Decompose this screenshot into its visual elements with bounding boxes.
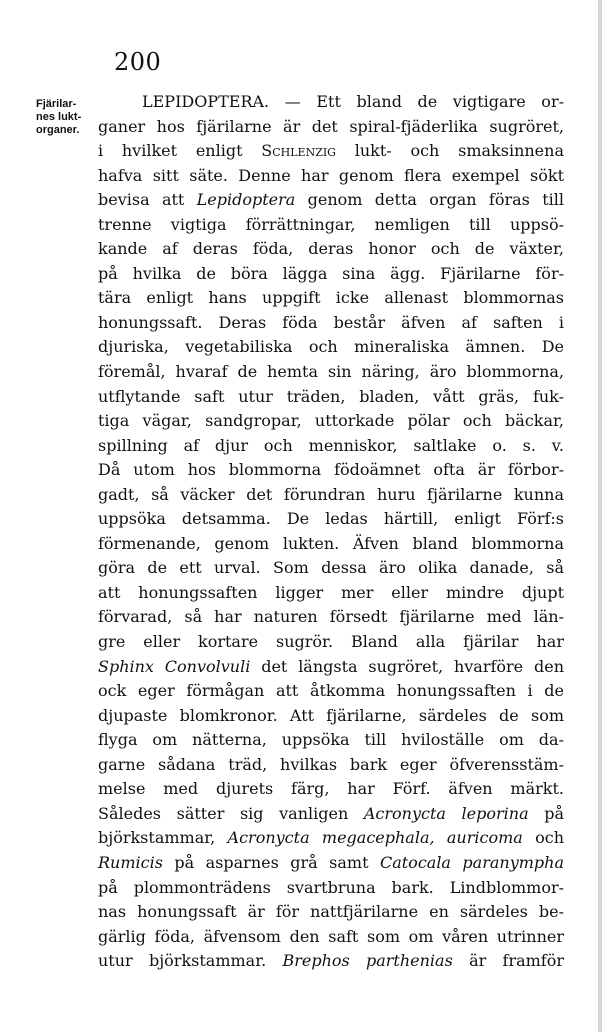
text-line	[98, 507, 564, 532]
small-caps-text: Schlenzig	[261, 141, 336, 161]
text-span: ock eger förmågan att åtkomma honungssaften i de	[98, 681, 564, 701]
text-span: flyga om nätterna, uppsöka till hviloställe om da-	[98, 730, 564, 750]
text-span: gadt, så väcker det förundran huru fjärilarne kunna	[98, 484, 564, 504]
text-line	[98, 262, 564, 287]
text-line	[98, 802, 564, 827]
text-span: föremål, hvaraf de hemta sin näring, äro blommorna,	[98, 362, 564, 382]
text-span: det längsta sugröret, hvarföre den	[250, 656, 565, 676]
text-line	[98, 311, 564, 336]
text-span: uppsöka detsamma. De ledas härtill, enligt Förf:s	[98, 509, 564, 529]
text-span: LEPIDOPTERA. — Ett bland de vigtigare or-	[142, 92, 564, 111]
text-line	[98, 532, 564, 557]
text-span: Då utom hos blommorna födoämnet ofta är förbor-	[98, 460, 564, 480]
text-span: hafva sitt säte. Denne har genom flera exempel sökt	[98, 165, 564, 185]
italic-text: Lepidoptera	[196, 190, 296, 210]
text-span: utur björkstammar.	[98, 951, 283, 971]
text-span: kande af deras föda, deras honor och de växter,	[98, 239, 564, 259]
text-span: och	[522, 828, 564, 848]
italic-text: Catocala paranympha	[379, 852, 564, 872]
text-span: nas honungssaft är för nattfjärilarne en särdeles be-	[98, 902, 564, 922]
text-span: i hvilket enligt	[98, 141, 262, 161]
text-line	[98, 458, 564, 483]
text-span: trenne vigtiga förrättningar, nemligen till uppsö-	[98, 214, 564, 234]
italic-text: Sphinx Convolvuli	[98, 656, 251, 676]
text-line	[98, 360, 564, 385]
text-span: honungssaft. Deras föda består äfven af saften i	[98, 312, 564, 332]
text-line	[98, 139, 564, 164]
text-span: göra de ett urval. Som dessa äro olika danade, så	[98, 558, 564, 578]
text-line	[98, 777, 564, 802]
page-edge	[598, 0, 602, 1032]
page-number: 200	[114, 48, 162, 76]
body-text	[98, 90, 564, 974]
text-span: förmenande, genom lukten. Äfven bland blommorna	[98, 533, 564, 553]
text-span: spillning af djur och menniskor, saltlake o. s. v.	[98, 435, 564, 455]
text-line	[98, 213, 564, 238]
text-span: på plommonträdens svartbruna bark. Lindblommor-	[98, 877, 564, 897]
text-line	[98, 605, 564, 630]
text-span: att honungssaften ligger mer eller mindre djupt	[98, 582, 564, 602]
margin-note-line: organer.	[36, 124, 80, 136]
text-line	[98, 409, 564, 434]
text-span: utflytande saft utur träden, bladen, vått gräs, fuk-	[98, 386, 564, 406]
margin-note	[36, 98, 96, 137]
text-span: melse med djurets färg, har Förf. äfven märkt.	[98, 779, 564, 799]
text-span: genom detta organ föras till	[295, 190, 564, 210]
text-span: gärlig föda, äfvensom den saft som om våren utrinner	[98, 926, 564, 946]
text-line	[98, 434, 564, 459]
text-line	[98, 286, 564, 311]
text-span: tära enligt hans uppgift icke allenast blommornas	[98, 288, 564, 308]
text-span: djupaste blomkronor. Att fjärilarne, särdeles de som	[98, 705, 564, 725]
text-line	[98, 900, 564, 925]
text-span: Således sätter sig vanligen	[98, 803, 364, 823]
text-line	[98, 630, 564, 655]
text-span: på asparnes grå samt	[162, 852, 380, 872]
text-line	[98, 826, 564, 851]
text-span: garne sådana träd, hvilkas bark eger öfverensstäm-	[98, 754, 564, 774]
italic-text: Rumicis	[98, 852, 163, 872]
text-line	[98, 237, 564, 262]
text-span: på hvilka de böra lägga sina ägg. Fjärilarne för-	[98, 263, 564, 283]
text-line	[98, 483, 564, 508]
text-line	[98, 556, 564, 581]
text-span: på	[528, 803, 564, 823]
text-line	[98, 188, 564, 213]
text-line	[98, 704, 564, 729]
text-line	[98, 876, 564, 901]
text-line	[98, 679, 564, 704]
text-line	[98, 851, 564, 876]
text-span: djuriska, vegetabiliska och mineraliska ämnen. De	[98, 337, 564, 357]
text-span: är framför	[452, 951, 565, 971]
text-line	[98, 925, 564, 950]
italic-text: Brephos parthenias	[282, 951, 453, 971]
text-line	[98, 90, 564, 115]
text-span: björkstammar,	[98, 828, 228, 848]
text-line	[98, 164, 564, 189]
margin-note-line: nes lukt-	[36, 111, 82, 123]
text-span: ganer hos fjärilarne är det spiral-fjäderlika sugröret,	[98, 116, 564, 136]
text-span: bevisa att	[98, 190, 197, 210]
text-line	[98, 753, 564, 778]
italic-text: Acronycta megacephala, auricoma	[227, 828, 523, 848]
text-span: lukt- och smaksinnena	[335, 141, 564, 161]
text-line	[98, 385, 564, 410]
text-line	[98, 115, 564, 140]
text-line	[98, 335, 564, 360]
text-line	[98, 728, 564, 753]
text-span: förvarad, så har naturen försedt fjärilarne med län-	[98, 607, 564, 627]
italic-text: Acronycta leporina	[363, 803, 529, 823]
text-span: gre eller kortare sugrör. Bland alla fjärilar har	[98, 632, 564, 652]
margin-note-line: Fjärilar-	[36, 98, 77, 110]
text-line	[98, 949, 564, 974]
text-line	[98, 581, 564, 606]
text-span: tiga vägar, sandgropar, uttorkade pölar och bäckar,	[98, 411, 564, 431]
text-line	[98, 655, 564, 680]
